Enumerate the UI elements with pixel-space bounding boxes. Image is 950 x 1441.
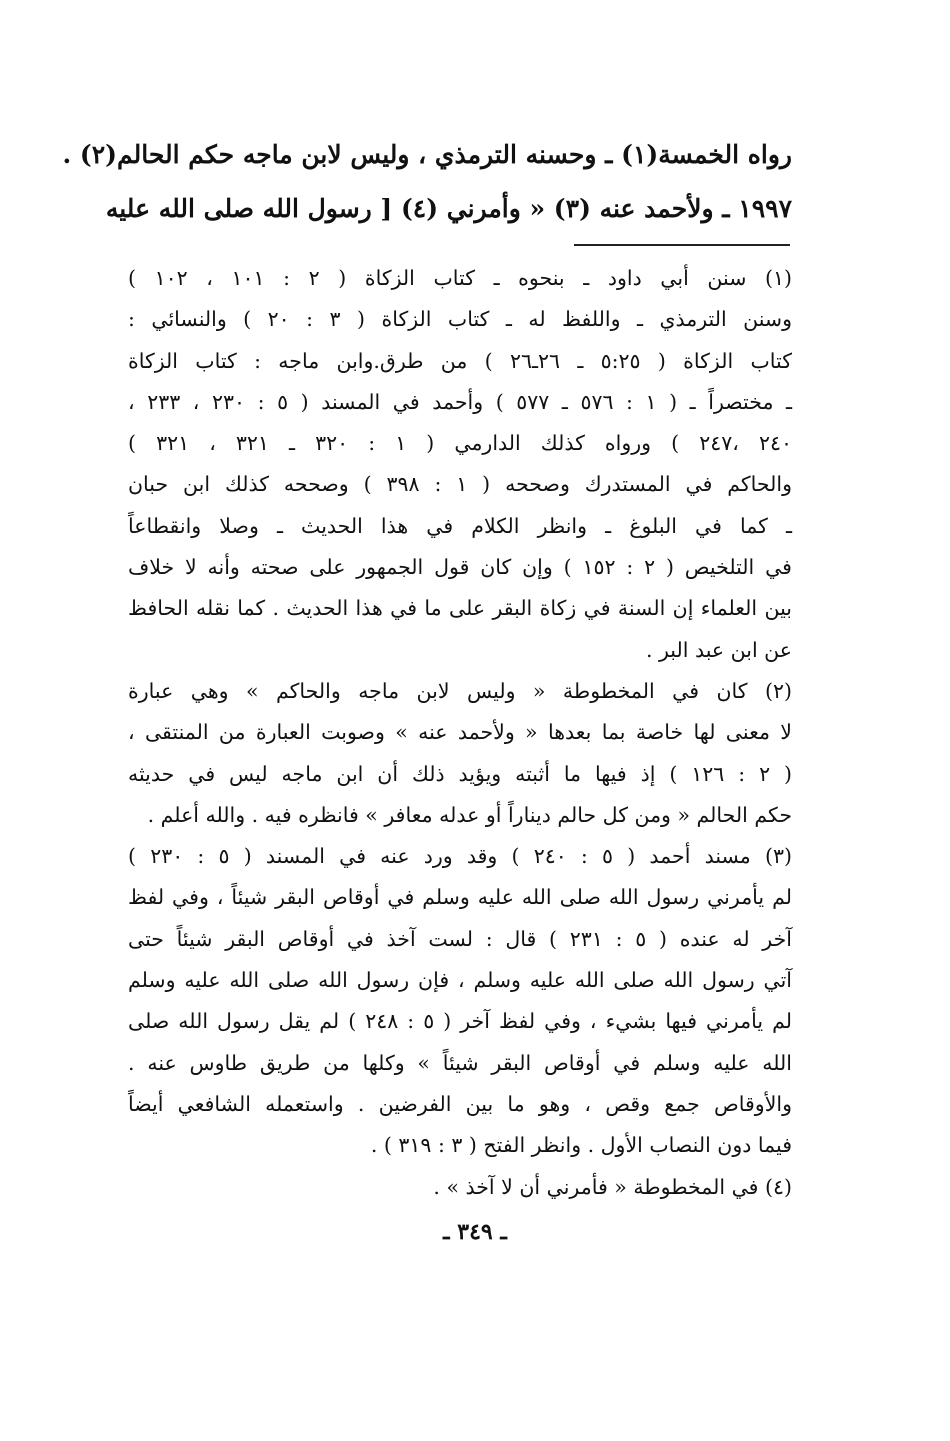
footnote-2-line: لا معنى لها خاصة بما بعدها « ولأحمد عنه » وصوبت العبارة من المنتقى ،	[128, 720, 792, 745]
footnote-4-line: (٤) في المخطوطة « فأمرني أن لا آخذ » .	[433, 1174, 792, 1199]
footnote-3-line: الله عليه وسلم في أوقاص البقر شيئاً » وكلها من طريق طاوس عنه .	[128, 1050, 792, 1075]
page-number: ـ ٣٤٩ ـ	[443, 1219, 507, 1245]
footnote-3-line: آتي رسول الله صلى الله عليه وسلم ، فإن رسول الله صلى الله عليه وسلم	[128, 968, 792, 993]
footnote-3-line: لم يأمرني فيها بشيء ، وفي لفظ آخر ( ٥ : ٢٤٨ ) لم يقل رسول الله صلى	[128, 1009, 792, 1034]
footnotes	[128, 258, 792, 1208]
footnote-1-line: عن ابن عبد البر .	[645, 637, 792, 662]
footnote-3-line: لم يأمرني رسول الله صلى الله عليه وسلم في أوقاص البقر شيئاً ، وفي لفظ	[128, 885, 792, 910]
footnote-3-line: فيما دون النصاب الأول . وانظر الفتح ( ٣ : ٣١٩ ) .	[370, 1133, 792, 1158]
main-text-line-1: رواه الخمسة(١) ـ وحسنه الترمذي ، وليس لابن ماجه حكم الحالم(٢) .	[62, 140, 792, 169]
footnote-separator	[574, 244, 790, 246]
footnote-3-line: آخر له عنده ( ٥ : ٢٣١ ) قال : لست آخذ في أوقاص البقر شيئاً حتى	[128, 926, 792, 951]
footnote-3-line: والأوقاص جمع وقص ، وهو ما بين الفرضين . واستعمله الشافعي أيضاً	[128, 1091, 792, 1116]
footnote-2-line: ( ٢ : ١٢٦ ) إذ فيها ما أثبته ويؤيد ذلك أن ابن ماجه ليس في حديثه	[128, 761, 793, 786]
footnote-1-line: كتاب الزكاة ( ٥:٢٥ ـ ٢٦ـ٢٦ ) من طرق.وابن ماجه : كتاب الزكاة	[128, 348, 792, 373]
footnote-1-line: في التلخيص ( ٢ : ١٥٢ ) وإن كان قول الجمهور على صحته وأنه لا خلاف	[128, 555, 792, 580]
footnote-1-line: والحاكم في المستدرك وصححه ( ١ : ٣٩٨ ) وصححه كذلك ابن حبان	[128, 472, 792, 497]
footnote-1-line: (١) سنن أبي داود ـ بنحوه ـ كتاب الزكاة ( ٢ : ١٠١ ، ١٠٢ )	[128, 266, 792, 290]
footnote-1-line: ـ مختصراً ـ ( ١ : ٥٧٦ ـ ٥٧٧ ) وأحمد في المسند ( ٥ : ٢٣٠ ، ٢٣٣ ،	[128, 389, 793, 414]
footnote-2-line: حكم الحالم « ومن كل حالم ديناراً أو عدله معافر » فانظره فيه . والله أعلم .	[147, 802, 792, 827]
footnote-1-line: وسنن الترمذي ـ واللفظ له ـ كتاب الزكاة ( ٣ : ٢٠ ) والنسائي :	[128, 307, 792, 332]
footnote-3-line: (٣) مسند أحمد ( ٥ : ٢٤٠ ) وقد ورد عنه في المسند ( ٥ : ٢٣٠ )	[128, 844, 792, 869]
main-text-line-2: ١٩٩٧ ـ ولأحمد عنه (٣) « وأمرني (٤) [ رسول الله صلى الله عليه	[105, 194, 792, 223]
footnote-1-line: ٢٤٠ ،٢٤٧ ) ورواه كذلك الدارمي ( ١ : ٣٢٠ ـ ٣٢١ ، ٣٢١ )	[128, 431, 792, 456]
footnote-2-line: (٢) كان في المخطوطة « وليس لابن ماجه والحاكم » وهي عبارة	[128, 678, 792, 703]
footnote-1-line: ـ كما في البلوغ ـ وانظر الكلام في هذا الحديث ـ وصلا وانقطاعاً	[128, 513, 792, 538]
footnote-1-line: بين العلماء إن السنة في زكاة البقر على ما في هذا الحديث . كما نقله الحافظ	[128, 596, 792, 621]
main-text	[62, 128, 792, 236]
